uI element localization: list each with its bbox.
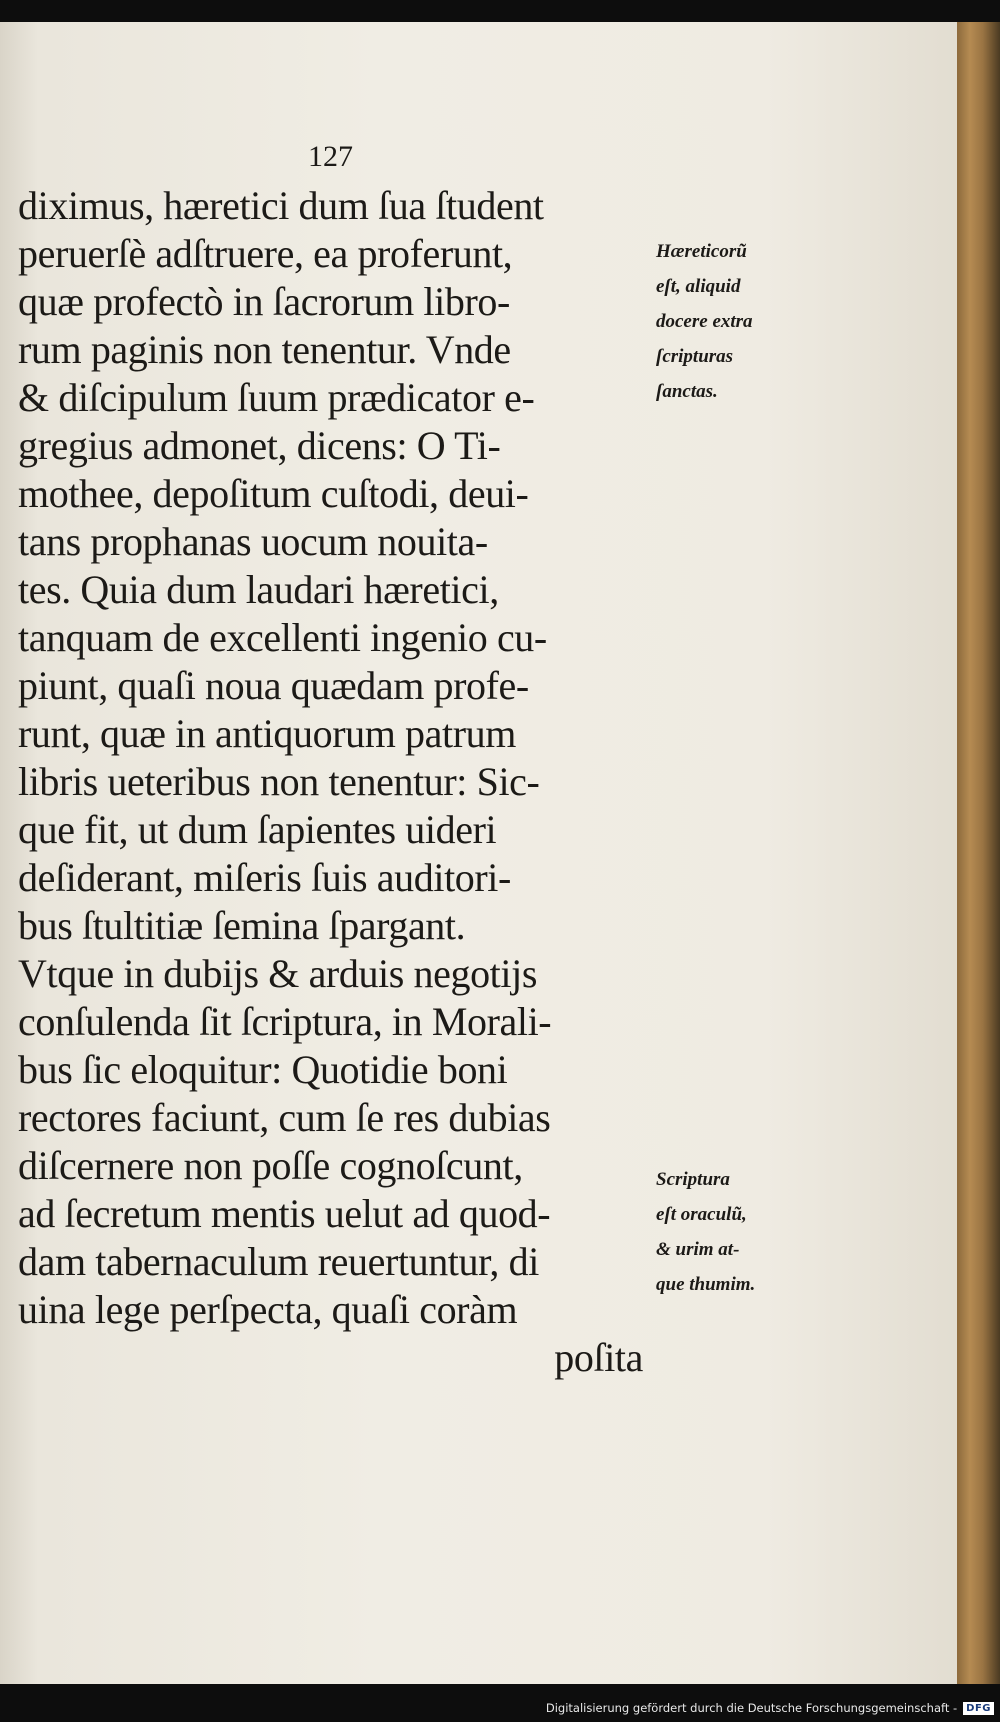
text-line: quæ profectò in ſacrorum libro- bbox=[18, 279, 510, 324]
marginal-note-line: & urim at- bbox=[656, 1239, 740, 1260]
text-line: tans prophanas uocum nouita- bbox=[18, 519, 488, 564]
marginal-note-line: Hæreticorũ bbox=[656, 241, 747, 262]
dfg-credit bbox=[546, 1701, 994, 1715]
book-page bbox=[0, 22, 959, 1684]
text-line: & diſcipulum ſuum prædicator e- bbox=[18, 375, 535, 420]
book-edge bbox=[957, 22, 1000, 1684]
text-line: tes. Quia dum laudari hæretici, bbox=[18, 567, 499, 612]
text-line: libris ueteribus non tenentur: Sic- bbox=[18, 759, 540, 804]
text-line: tanquam de excellenti ingenio cu- bbox=[18, 615, 547, 660]
marginal-note bbox=[656, 234, 806, 409]
marginal-note-line: eſt oraculũ, bbox=[656, 1204, 747, 1225]
marginal-note-line: ſcripturas bbox=[656, 346, 734, 367]
marginal-note-line: eſt, aliquid bbox=[656, 276, 741, 297]
footer-bar bbox=[0, 1684, 1000, 1722]
marginal-note-line: Scriptura bbox=[656, 1169, 730, 1190]
text-line: dam tabernaculum reuertuntur, di bbox=[18, 1239, 539, 1284]
text-line: peruerſè adſtruere, ea proferunt, bbox=[18, 231, 513, 276]
text-line: piunt, quaſi noua quædam profe- bbox=[18, 663, 529, 708]
marginal-note-line: ſanctas. bbox=[656, 381, 718, 402]
text-line: diximus, hæretici dum ſua ſtudent bbox=[18, 183, 544, 228]
dfg-credit-text: Digitalisierung gefördert durch die Deutsche Forschungsgemeinschaft - bbox=[545, 1701, 958, 1715]
text-line: gregius admonet, dicens: O Ti- bbox=[18, 423, 501, 468]
text-line: Vtque in dubijs & arduis negotijs bbox=[18, 951, 537, 996]
text-line: que fit, ut dum ſapientes uideri bbox=[18, 807, 497, 852]
text-line: mothee, depoſitum cuſtodi, deui- bbox=[18, 471, 529, 516]
text-line: runt, quæ in antiquorum patrum bbox=[18, 711, 516, 756]
catchword: poſita bbox=[554, 1335, 643, 1380]
text-line: diſcernere non poſſe cognoſcunt, bbox=[18, 1143, 523, 1188]
text-line: uina lege perſpecta, quaſi coràm bbox=[18, 1287, 518, 1332]
marginal-note bbox=[656, 1162, 806, 1302]
text-line: rum paginis non tenentur. Vnde bbox=[18, 327, 511, 372]
text-line: conſulenda ſit ſcriptura, in Morali- bbox=[18, 999, 552, 1044]
text-line: deſiderant, miſeris ſuis auditori- bbox=[18, 855, 511, 900]
text-line: bus ſic eloquitur: Quotidie boni bbox=[18, 1047, 508, 1092]
text-line: bus ſtultitiæ ſemina ſpargant. bbox=[18, 903, 466, 948]
marginal-note-line: que thumim. bbox=[656, 1274, 756, 1295]
marginal-note-line: docere extra bbox=[656, 311, 753, 332]
text-line: rectores faciunt, cum ſe res dubias bbox=[18, 1095, 551, 1140]
dfg-logo: DFG bbox=[963, 1702, 994, 1715]
body-text bbox=[18, 182, 648, 1382]
page-number: 127 bbox=[308, 140, 353, 173]
text-line: ad ſecretum mentis uelut ad quod- bbox=[18, 1191, 551, 1236]
